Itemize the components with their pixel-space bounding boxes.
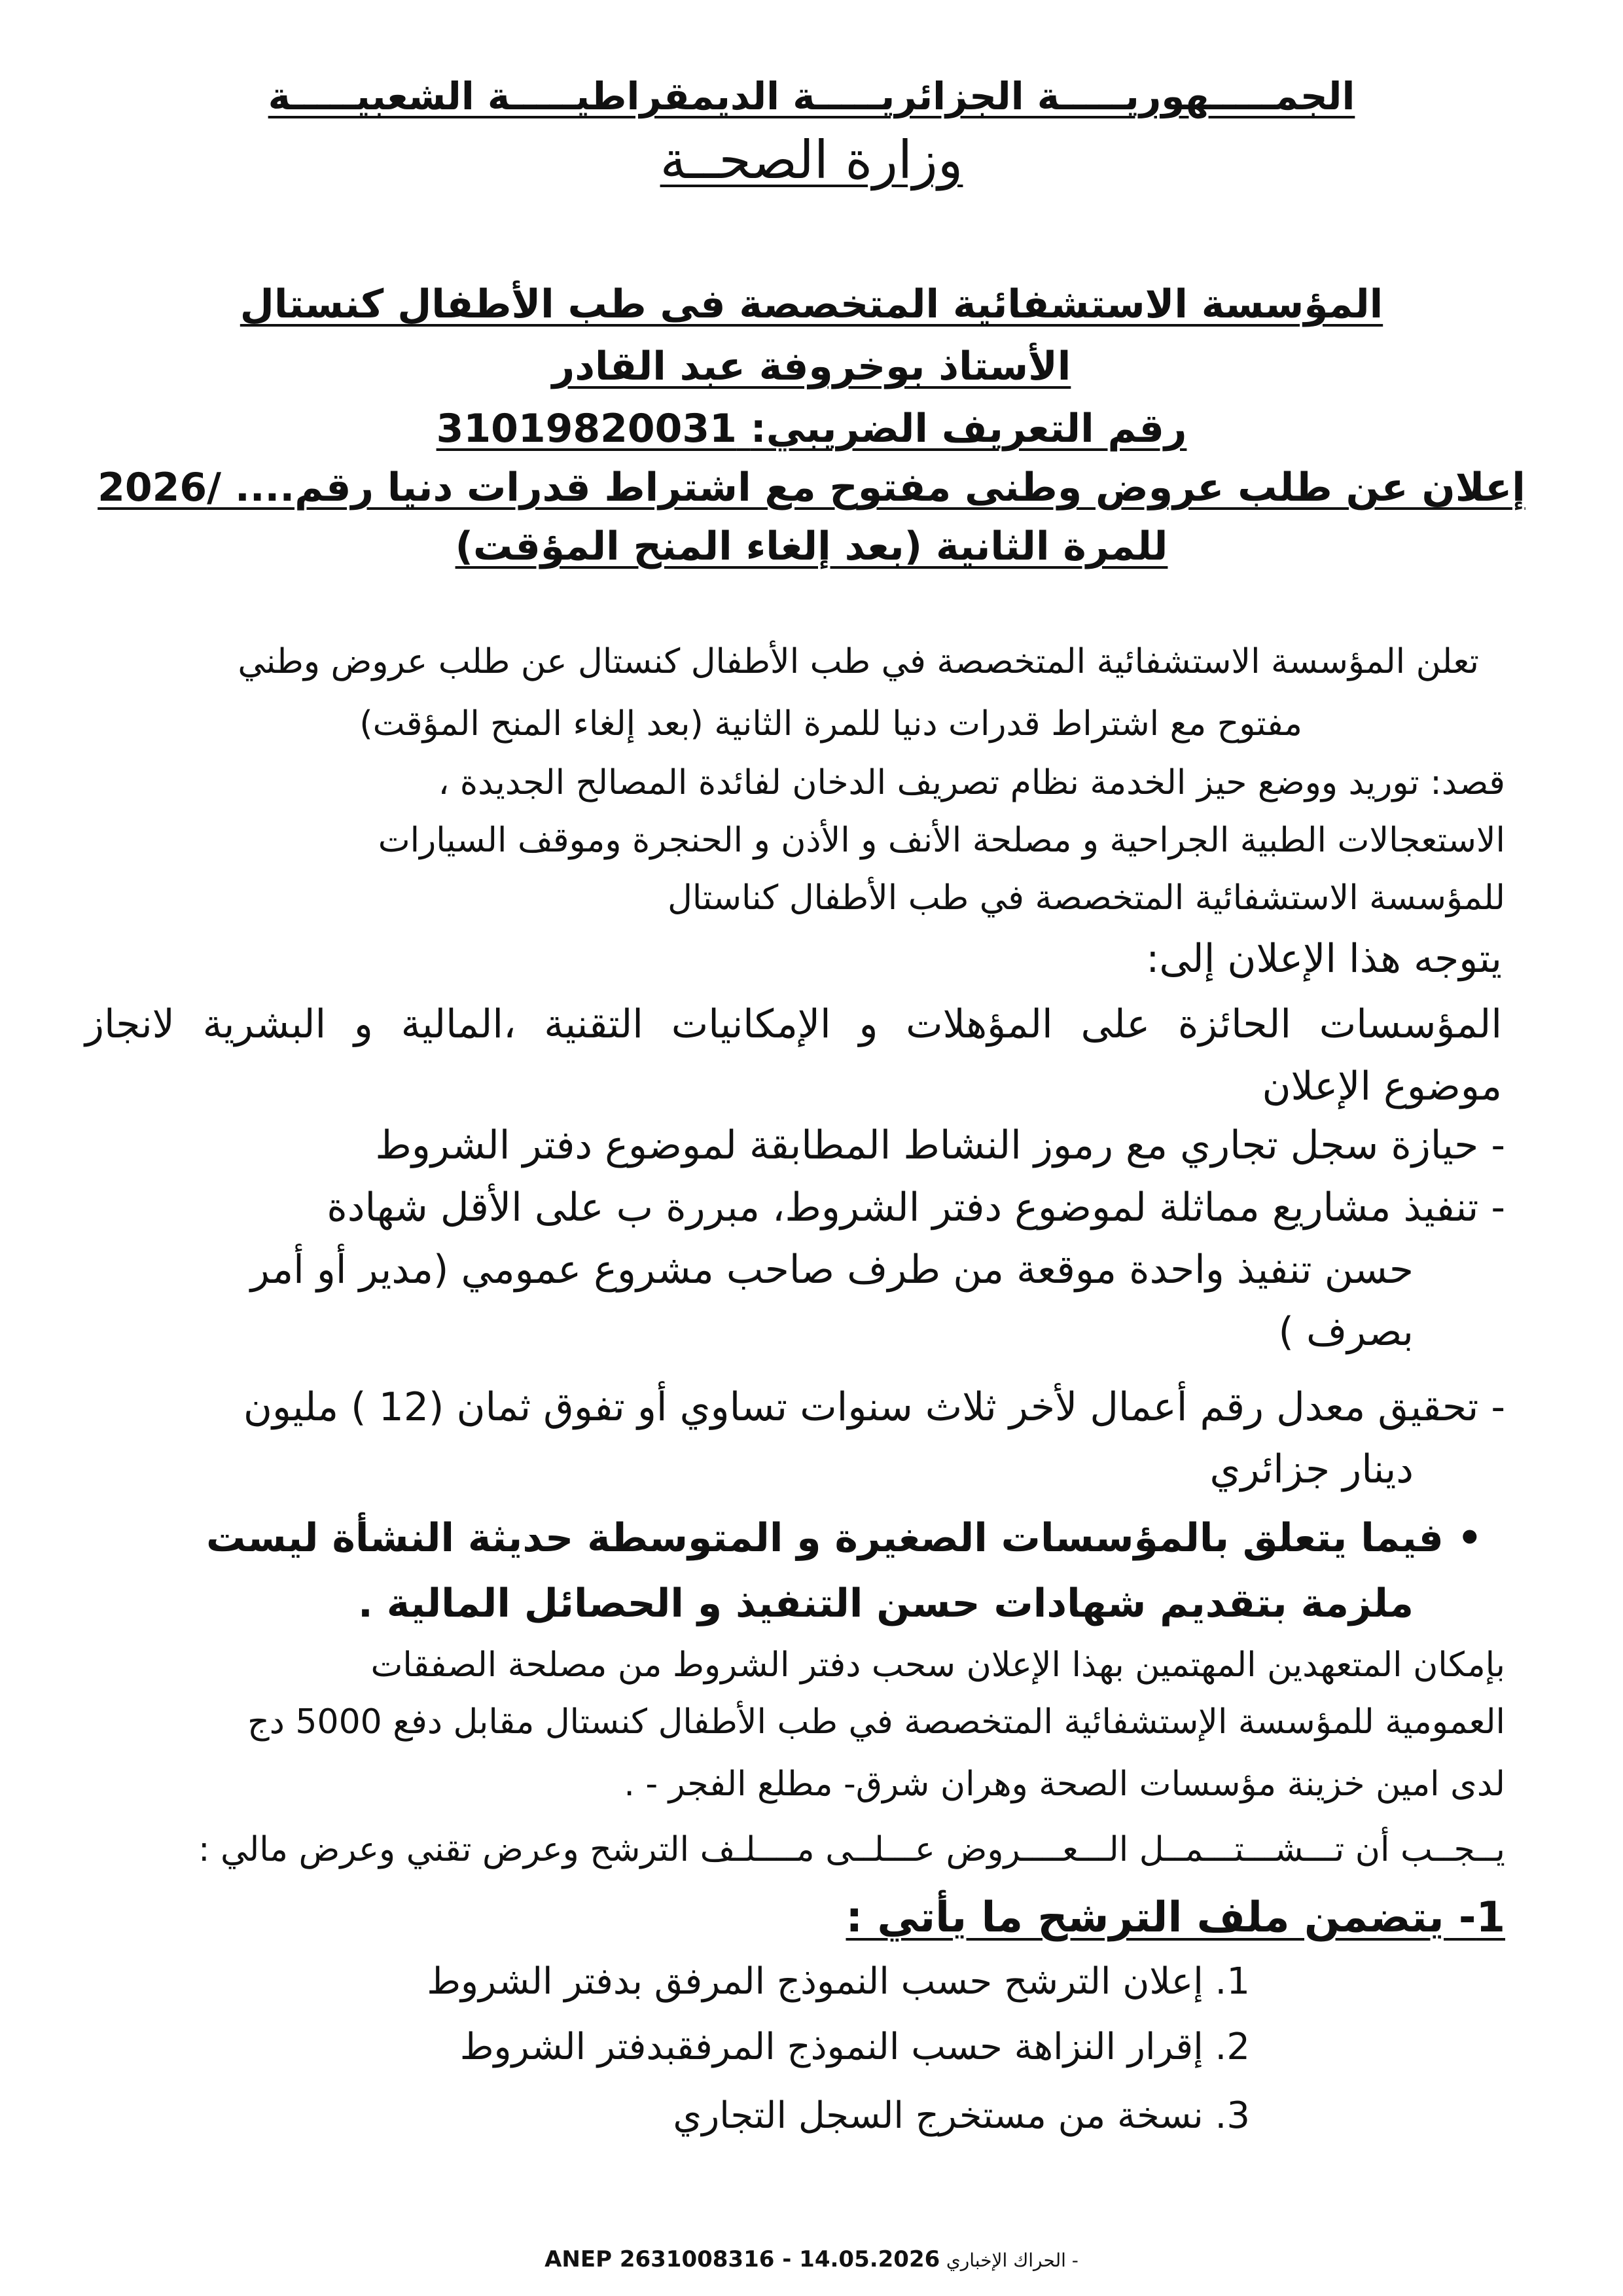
candidacy-file-item: 3. نسخة من مستخرج السجل التجاري xyxy=(673,2094,1250,2137)
withdraw-line: العمومية للمؤسسة الإستشفائية المتخصصة في طب الأطفال كنستال مقابل دفع 5000 دج xyxy=(247,1702,1505,1742)
audience-line: موضوع الإعلان xyxy=(1262,1064,1502,1109)
institution-person: الأستاذ بوخروفة عبد القادر xyxy=(552,344,1071,389)
requirement-item-cont: بصرف ) xyxy=(1278,1309,1414,1355)
ministry-header: وزارة الصحــة xyxy=(660,130,963,190)
tax-id xyxy=(0,406,1623,452)
notice-title: إعلان عن طلب عروض وطنى مفتوح مع اشتراط قدرات دنيا رقم.... /2026 xyxy=(98,465,1525,511)
source-name: - الحراك الإخباري xyxy=(946,2250,1079,2271)
notice-round: للمرة الثانية (بعد إلغاء المنح المؤقت) xyxy=(455,524,1168,569)
audience-title: يتوجه هذا الإعلان إلى: xyxy=(1146,936,1502,982)
requirement-item-cont: دينار جزائري xyxy=(1209,1446,1414,1492)
audience-line: المؤسسات الحائزة على المؤهلات و الإمكانيات التقنية ،المالية و البشرية لانجاز xyxy=(85,1001,1502,1047)
anep-reference: ANEP 2631008316 - 14.05.2026 xyxy=(544,2246,940,2272)
purpose-line: الاستعجالات الطبية الجراحية و مصلحة الأنف و الأذن و الحنجرة وموقف السيارات xyxy=(378,821,1505,860)
requirement-item: - تحقيق معدل رقم أعمال لأخر ثلاث سنوات تساوي أو تفوق ثمان (12 ) مليون xyxy=(243,1384,1505,1430)
withdraw-line: لدى امين خزينة مؤسسات الصحة وهران شرق- مطلع الفجر - . xyxy=(624,1765,1505,1804)
intro-line: مفتوح مع اشتراط قدرات دنيا للمرة الثانية (بعد إلغاء المنح المؤقت) xyxy=(359,704,1302,744)
candidacy-file-item: 1. إعلان الترشح حسب النموذج المرفق بدفتر الشروط xyxy=(427,1960,1250,2003)
offer-requirement: يــجــب أن تـــشـــتـــمــل الـــعــــروض عـــلــى مــــلـف الترشح وعرض تقني وعرض مالي : xyxy=(198,1830,1505,1869)
requirement-item: - تنفيذ مشاريع مماثلة لموضوع دفتر الشروط، مبررة ب على الأقل شهادة xyxy=(327,1185,1505,1230)
tax-id-label: رقم التعريف الضريبي: xyxy=(750,406,1187,452)
candidacy-file-title: 1- يتضمن ملف الترشح ما يأتي : xyxy=(846,1893,1505,1942)
institution-name: المؤسسة الاستشفائية المتخصصة فى طب الأطفال كنستال xyxy=(240,281,1383,327)
intro-line: تعلن المؤسسة الاستشفائية المتخصصة في طب الأطفال كنستال عن طلب عروض وطني xyxy=(238,642,1479,681)
purpose-line: للمؤسسة الاستشفائية المتخصصة في طب الأطفال كناستال xyxy=(668,878,1505,918)
sme-note: • فيما يتعلق بالمؤسسات الصغيرة و المتوسطة حديثة النشأة ليست xyxy=(205,1515,1482,1561)
requirement-item: - حيازة سجل تجاري مع رموز النشاط المطابقة لموضوع دفتر الشروط xyxy=(375,1122,1505,1168)
withdraw-line: بإمكان المتعهدين المهتمين بهذا الإعلان سحب دفتر الشروط من مصلحة الصفقات xyxy=(370,1645,1505,1685)
tax-id-number: 31019820031 xyxy=(436,406,737,452)
candidacy-file-item: 2. إقرار النزاهة حسب النموذج المرفقبدفتر الشروط xyxy=(459,2026,1250,2068)
footer xyxy=(0,2248,1623,2270)
sme-note-cont: ملزمة بتقديم شهادات حسن التنفيذ و الحصائل المالية . xyxy=(358,1581,1414,1626)
country-header: الجمـــــهوريـــــة الجزائريـــــة الديمقراطيـــــة الشعبيـــــة xyxy=(268,74,1355,118)
requirement-item-cont: حسن تنفيذ واحدة موقعة من طرف صاحب مشروع عمومي (مدير أو أمر xyxy=(250,1247,1414,1293)
purpose-line: قصد: توريد ووضع حيز الخدمة نظام تصريف الدخان لفائدة المصالح الجديدة ، xyxy=(438,763,1505,802)
